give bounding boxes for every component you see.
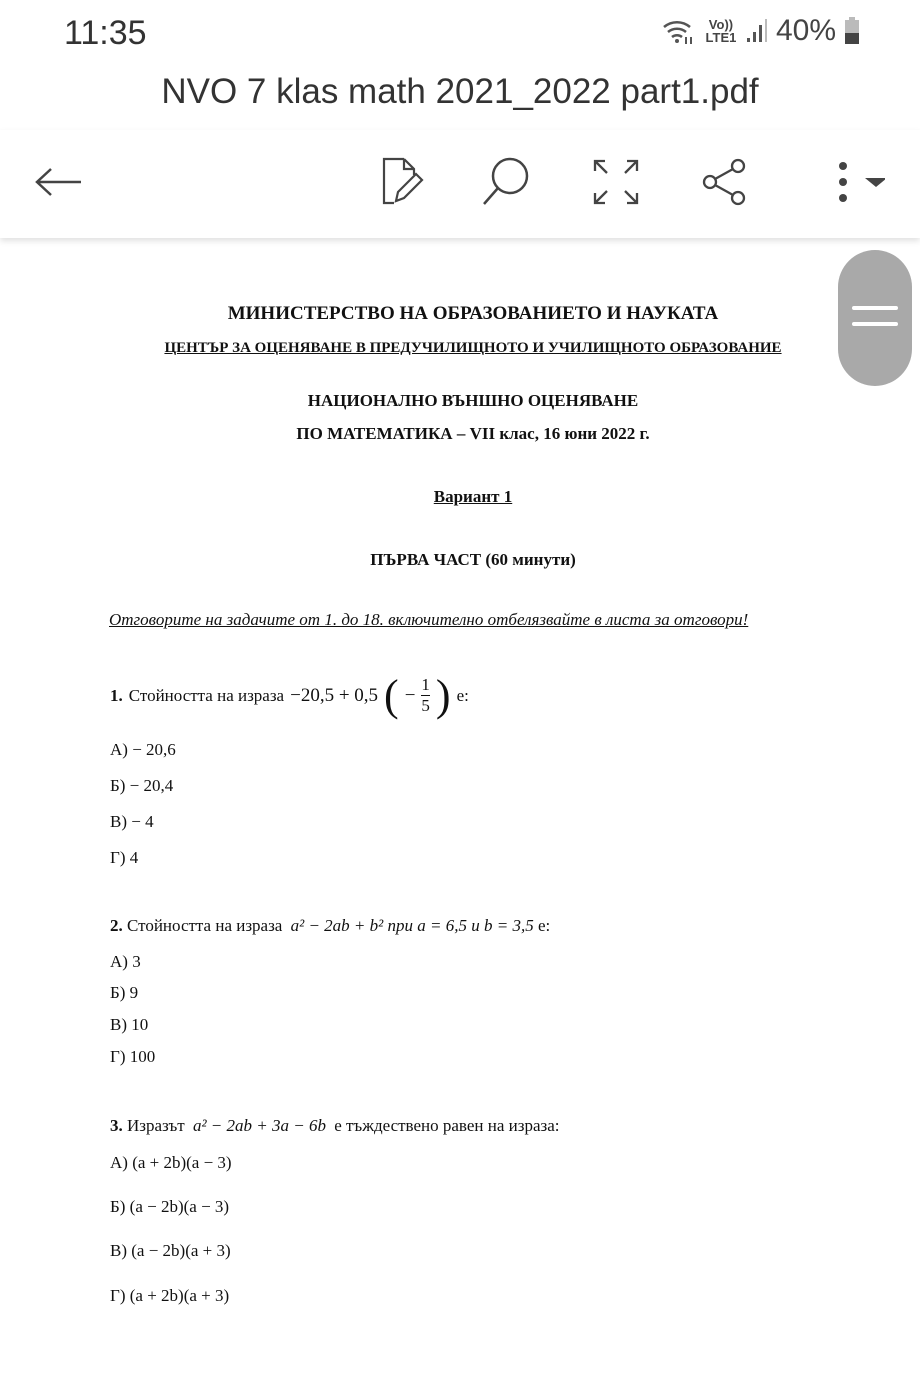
network-indicator: Vo)) LTE1 bbox=[705, 17, 737, 45]
signal-icon bbox=[746, 18, 768, 44]
option: В) − 4 bbox=[110, 812, 154, 831]
option: Б) − 20,4 bbox=[110, 776, 174, 795]
question-1: 1. Стойността на израза −20,5 + 0,5 ( − $\frac{1}{5}$ ) е: bbox=[110, 670, 469, 720]
wifi-icon bbox=[662, 17, 696, 45]
question-text: Изразът bbox=[127, 1116, 185, 1135]
center-heading: ЦЕНТЪР ЗА ОЦЕНЯВАНЕ В ПРЕДУЧИЛИЩНОТО И УЧИЛИЩНОТО ОБРАЗОВАНИЕ bbox=[164, 340, 782, 356]
option: Г) 100 bbox=[110, 1047, 156, 1066]
math-expression: a² − 2ab + 3a − 6b bbox=[192, 1116, 326, 1135]
option: А) (a + 2b)(a − 3) bbox=[110, 1153, 232, 1172]
option: В) (a − 2b)(a + 3) bbox=[110, 1241, 231, 1260]
arrow-left-icon bbox=[33, 167, 83, 197]
status-bar bbox=[0, 0, 920, 70]
numerator: 1 bbox=[421, 675, 430, 694]
option: Б) 9 bbox=[110, 983, 139, 1002]
pdf-page bbox=[0, 240, 920, 1386]
battery-percent: 40% bbox=[775, 14, 836, 47]
question-tail: е: bbox=[537, 916, 551, 935]
option: А) 3 bbox=[110, 952, 141, 971]
math-expression: a² − 2ab + b² при a = 6,5 и b = 3,5 bbox=[290, 916, 534, 935]
question-3 bbox=[110, 1116, 559, 1136]
toolbar bbox=[0, 130, 920, 238]
more-vertical-icon bbox=[825, 160, 885, 204]
edit-document-icon bbox=[376, 157, 424, 207]
question-number: 3. bbox=[110, 1116, 123, 1135]
system-icons bbox=[662, 14, 860, 48]
fraction bbox=[421, 675, 430, 716]
edit-button[interactable] bbox=[370, 152, 430, 212]
question-tail: е: bbox=[456, 685, 469, 705]
option: Б) (a − 2b)(a − 3) bbox=[110, 1197, 230, 1216]
subject-heading: ПО МАТЕМАТИКА – VII клас, 16 юни 2022 г. bbox=[296, 424, 650, 443]
instruction: Отговорите на задачите от 1. до 18. включително отбелязвайте в листа за отговори! bbox=[109, 610, 749, 629]
option: Г) 4 bbox=[110, 848, 139, 867]
battery-icon bbox=[844, 17, 860, 45]
option: Г) (a + 2b)(a + 3) bbox=[110, 1286, 230, 1305]
math-expression: −20,5 + 0,5 bbox=[290, 684, 379, 706]
more-options-button[interactable] bbox=[818, 152, 892, 212]
question-text: Стойността на израза bbox=[128, 685, 285, 705]
variant-label: Вариант 1 bbox=[433, 487, 513, 506]
question-text: Стойността на израза bbox=[127, 916, 283, 935]
scrollbar-handle[interactable] bbox=[838, 250, 912, 386]
denominator: 5 bbox=[421, 696, 430, 715]
share-icon bbox=[700, 158, 748, 206]
question-number: 2. bbox=[110, 916, 123, 935]
fullscreen-button[interactable] bbox=[586, 152, 646, 212]
share-button[interactable] bbox=[694, 152, 754, 212]
option: В) 10 bbox=[110, 1015, 149, 1034]
expand-icon bbox=[593, 159, 639, 205]
exam-heading: НАЦИОНАЛНО ВЪНШНО ОЦЕНЯВАНЕ bbox=[307, 391, 639, 410]
clock: 11:35 bbox=[64, 14, 147, 52]
question-tail: е тъждествено равен на израза: bbox=[334, 1116, 560, 1135]
back-button[interactable] bbox=[28, 152, 88, 212]
search-icon bbox=[480, 156, 532, 208]
search-button[interactable] bbox=[476, 152, 536, 212]
document-title: NVO 7 klas math 2021_2022 part1.pdf bbox=[161, 72, 759, 111]
ministry-heading: МИНИСТЕРСТВО НА ОБРАЗОВАНИЕТО И НАУКАТА bbox=[227, 303, 719, 324]
option: А) − 20,6 bbox=[110, 740, 176, 759]
question-number: 1. bbox=[110, 685, 123, 705]
question-2 bbox=[110, 916, 550, 936]
part-heading: ПЪРВА ЧАСТ (60 минути) bbox=[370, 550, 576, 569]
